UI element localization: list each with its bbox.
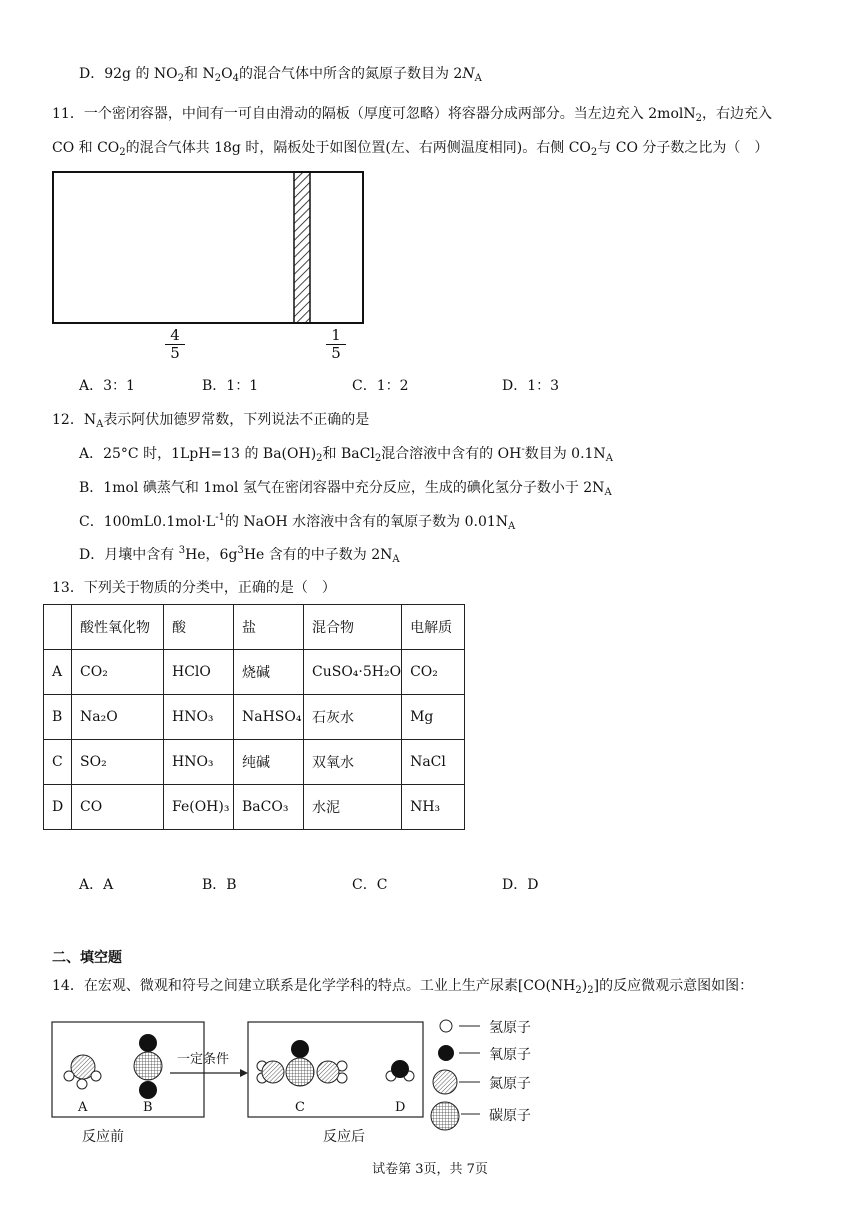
table-row: [44, 785, 465, 830]
oxygen-atom: [139, 1034, 157, 1052]
table-cell: 双氧水: [304, 740, 402, 785]
legend-hydrogen-label: 氢原子: [489, 1020, 531, 1036]
q12-option-a: A．25°C 时，1LpH=13 的 $Ba(OH)_2$和 BaCl$_2$混合溶液中含有的 OH-数目为 $0.1N_A$: [79, 444, 613, 464]
table-cell: CO₂: [402, 650, 465, 695]
q11-option-d: D．1：3: [502, 378, 560, 394]
q13-option-c: C．C: [352, 877, 388, 893]
table-cell: 混合物: [304, 605, 402, 650]
fraction-right: $\frac{1}{5}$: [326, 327, 346, 362]
arrow-condition-label: 一定条件: [177, 1052, 230, 1067]
arrow-head: [240, 1069, 248, 1077]
carbon-atom: [134, 1052, 162, 1080]
table-cell: HNO₃: [164, 740, 234, 785]
legend-hydrogen-symbol: [440, 1020, 452, 1032]
label-b: B: [143, 1100, 153, 1115]
table-cell: 酸性氧化物: [72, 605, 164, 650]
table-cell: 酸: [164, 605, 234, 650]
q11-stem-line2: CO 和 $CO_2$的混合气体共 18g 时，隔板处于如图位置(左、右两侧温度相同)。右侧 $CO_2$与 CO 分子数之比为（ ）: [52, 140, 769, 158]
table-row: [44, 695, 465, 740]
before-reaction-label: 反应前: [82, 1129, 124, 1145]
table-cell: NH₃: [402, 785, 465, 830]
table-cell: [44, 605, 72, 650]
hydrogen-atom: [77, 1079, 87, 1089]
oxygen-atom: [391, 1060, 409, 1078]
q11-stem-line1: 11．一个密闭容器，中间有一可自由滑动的隔板（厚度可忽略）将容器分成两部分。当左边充入 2molN$_2$，右边充入: [52, 106, 772, 124]
table-header-row: [44, 605, 465, 650]
table-row: [44, 740, 465, 785]
legend-nitrogen-symbol: [433, 1070, 457, 1094]
table-cell: 盐: [234, 605, 304, 650]
q13-option-a: A．A: [79, 877, 114, 893]
table-cell: 烧碱: [234, 650, 304, 695]
legend: [431, 1020, 480, 1130]
q14-stem: 14．在宏观、微观和符号之间建立联系是化学学科的特点。工业上生产尿素$[CO(NH_2)_2]$的反应微观示意图如图：: [52, 978, 754, 996]
table-cell: HNO₃: [164, 695, 234, 740]
hydrogen-atom: [91, 1071, 101, 1081]
table-cell: 纯碱: [234, 740, 304, 785]
q10-option-d: D．92g 的 $NO_2$和 $N_2O_4$的混合气体中所含的氮原子数目为 $2N_A$: [79, 66, 482, 84]
q12-option-b: B．1mol 碘蒸气和 1mol 氢气在密闭容器中充分反应，生成的碘化氢分子数小于 $2N_A$: [79, 480, 612, 498]
table-cell: CuSO₄·5H₂O: [304, 650, 402, 695]
oxygen-atom: [139, 1081, 157, 1099]
table-cell: SO₂: [72, 740, 164, 785]
container-outline: [53, 172, 363, 323]
table-cell: A: [44, 650, 72, 695]
table-cell: BaCO₃: [234, 785, 304, 830]
q12-stem: 12．$N_A$表示阿伏加德罗常数，下列说法不正确的是: [52, 412, 370, 430]
table-cell: HClO: [164, 650, 234, 695]
q11-option-a: A．3：1: [79, 378, 135, 394]
legend-oxygen-label: 氧原子: [489, 1047, 531, 1063]
table-cell: CO₂: [72, 650, 164, 695]
q11-container-diagram: [50, 170, 368, 328]
table-cell: 石灰水: [304, 695, 402, 740]
section-title: 二、填空题: [52, 950, 122, 966]
fraction-left: $\frac{4}{5}$: [165, 327, 185, 362]
q12-option-c: C．$100mL0.1mol\cdot L^{-1}$的 NaOH 水溶液中含有的氧原子数为 $0.01N_A$: [79, 512, 516, 532]
classification-table: [43, 604, 465, 830]
label-c: C: [295, 1100, 305, 1115]
q13-option-b: B．B: [202, 877, 237, 893]
legend-oxygen-symbol: [438, 1045, 454, 1061]
sliding-partition: [294, 172, 310, 323]
legend-carbon-symbol: [431, 1102, 459, 1130]
hydrogen-atom: [64, 1071, 74, 1081]
nitrogen-atom: [317, 1061, 339, 1083]
q12-option-d: D．月壤中含有 $^3$He，$6g^3He$ 含有的中子数为 $2N_A$: [79, 545, 400, 565]
table-row: [44, 650, 465, 695]
table-cell: D: [44, 785, 72, 830]
legend-carbon-label: 碳原子: [489, 1108, 531, 1124]
q11-option-b: B．1：1: [202, 378, 259, 394]
table-cell: Na₂O: [72, 695, 164, 740]
label-d: D: [395, 1100, 406, 1115]
table-cell: NaCl: [402, 740, 465, 785]
q14-reaction-diagram: [40, 1010, 560, 1140]
table-cell: NaHSO₄: [234, 695, 304, 740]
label-a: A: [78, 1100, 88, 1115]
table-cell: C: [44, 740, 72, 785]
table-cell: Mg: [402, 695, 465, 740]
after-reaction-label: 反应后: [323, 1129, 365, 1145]
oxygen-atom: [291, 1040, 309, 1058]
q13-option-d: D．D: [502, 877, 539, 893]
table-cell: CO: [72, 785, 164, 830]
legend-nitrogen-label: 氮原子: [489, 1076, 531, 1092]
q11-option-c: C．1：2: [352, 378, 409, 394]
table-cell: B: [44, 695, 72, 740]
page-footer: 试卷第 3页，共 7页: [372, 1162, 488, 1177]
nitrogen-atom: [262, 1061, 284, 1083]
table-cell: 水泥: [304, 785, 402, 830]
q13-stem: 13．下列关于物质的分类中，正确的是（ ）: [52, 580, 336, 596]
table-cell: 电解质: [402, 605, 465, 650]
carbon-atom: [286, 1058, 314, 1086]
table-cell: Fe(OH)₃: [164, 785, 234, 830]
